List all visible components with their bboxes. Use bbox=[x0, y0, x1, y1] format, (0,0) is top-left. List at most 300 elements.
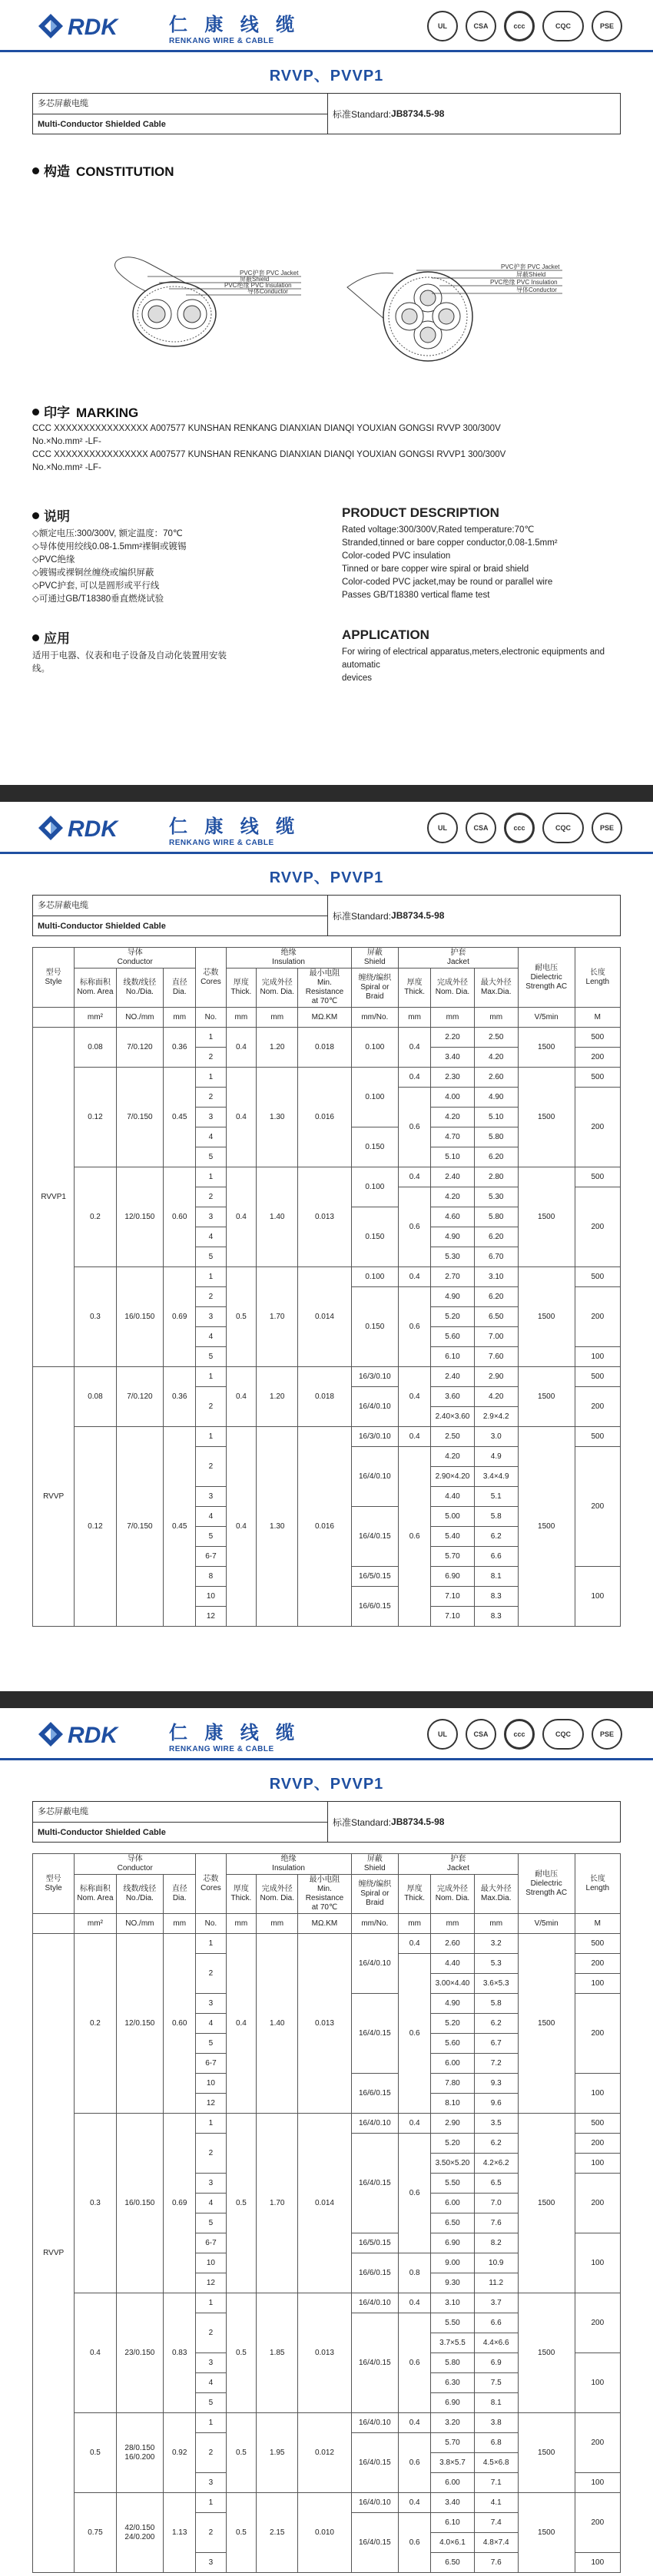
table-cell: 6.8 bbox=[474, 2433, 518, 2453]
unit-cell: mm bbox=[431, 1008, 475, 1028]
svg-text:RDK: RDK bbox=[68, 15, 118, 40]
unit-cell: mm bbox=[226, 1008, 256, 1028]
standard-value: JB8734.5-98 bbox=[391, 910, 445, 921]
unit-cell bbox=[33, 1914, 75, 1934]
table-cell: 0.5 bbox=[75, 2413, 116, 2493]
table-cell: 1 bbox=[196, 2493, 226, 2513]
table-cell: 200 bbox=[575, 1287, 620, 1347]
standard-label: 标准Standard: bbox=[333, 910, 392, 922]
table-cell: 3 bbox=[196, 1108, 226, 1127]
table-cell: 5.60 bbox=[431, 2034, 475, 2054]
table-cell: 500 bbox=[575, 1267, 620, 1287]
table-cell: 5.70 bbox=[431, 1547, 475, 1567]
table-cell: 1500 bbox=[518, 1167, 575, 1267]
table-cell: 1 bbox=[196, 1167, 226, 1187]
table-row bbox=[33, 2293, 621, 2313]
table-cell: 0.6 bbox=[399, 1447, 431, 1627]
table-cell: 0.3 bbox=[75, 2114, 116, 2293]
table-cell: 5 bbox=[196, 1347, 226, 1367]
table-cell: 500 bbox=[575, 1367, 620, 1387]
desc-cn-line: ◇PVC绝缘 bbox=[32, 555, 75, 565]
table-cell: 3.00×4.40 bbox=[431, 1974, 475, 1994]
col-cores: 芯数 Cores bbox=[196, 948, 226, 1008]
table-cell: 4 bbox=[196, 1327, 226, 1347]
marking-title-en: MARKING bbox=[76, 406, 139, 420]
table-cell: 6.10 bbox=[431, 2513, 475, 2533]
table-cell: 6.50 bbox=[474, 1307, 518, 1327]
table-cell: 2.20 bbox=[431, 1028, 475, 1048]
table-cell: 3 bbox=[196, 2553, 226, 2573]
table-cell: 0.4 bbox=[399, 2114, 431, 2134]
cqc-mark-icon: CQC bbox=[542, 813, 584, 843]
table-cell: 5.8 bbox=[474, 1994, 518, 2014]
table-cell: 7.4 bbox=[474, 2513, 518, 2533]
bullet-icon bbox=[32, 409, 39, 416]
table-cell: 7.60 bbox=[474, 1347, 518, 1367]
col-shield: 屏蔽 Shield bbox=[351, 1854, 399, 1875]
marking-line-2b: No.×No.mm² -LF- bbox=[32, 463, 101, 472]
application-en bbox=[342, 627, 621, 685]
table-cell: 1.20 bbox=[257, 1028, 298, 1068]
table-cell: 500 bbox=[575, 1427, 620, 1447]
col-shield: 屏蔽 Shield bbox=[351, 948, 399, 968]
col-jac-thick: 厚度 Thick. bbox=[399, 968, 431, 1008]
brand bbox=[169, 9, 300, 45]
table-cell: 2 bbox=[196, 1447, 226, 1487]
table-cell: 0.4 bbox=[399, 1934, 431, 1954]
table-cell: 16/6/0.15 bbox=[351, 1587, 399, 1627]
table-cell: 6.10 bbox=[431, 1347, 475, 1367]
table-cell: 0.60 bbox=[164, 1934, 196, 2114]
table-cell: 0.4 bbox=[226, 1427, 256, 1627]
unit-cell: No. bbox=[196, 1914, 226, 1934]
table-cell: 6-7 bbox=[196, 2233, 226, 2253]
table-cell: 0.36 bbox=[164, 1367, 196, 1427]
table-cell: 4 bbox=[196, 1127, 226, 1147]
table-cell: 200 bbox=[575, 1088, 620, 1167]
table-cell: 5 bbox=[196, 1527, 226, 1547]
en-product-name: Multi-Conductor Shielded Cable bbox=[38, 120, 166, 129]
table-cell: 6.00 bbox=[431, 2194, 475, 2213]
table-cell: 100 bbox=[575, 2353, 620, 2413]
bullet-icon bbox=[32, 634, 39, 641]
ccc-mark-icon: ccc bbox=[504, 813, 535, 843]
table-cell: 6-7 bbox=[196, 2054, 226, 2074]
table-cell: 1.95 bbox=[257, 2413, 298, 2493]
table-cell: 100 bbox=[575, 2553, 620, 2573]
table-cell: 0.4 bbox=[226, 1934, 256, 2114]
table-cell: 3 bbox=[196, 2353, 226, 2373]
table-cell: 0.92 bbox=[164, 2413, 196, 2493]
table-cell: 9.00 bbox=[431, 2253, 475, 2273]
table-cell: 200 bbox=[575, 1048, 620, 1068]
table-cell: 0.016 bbox=[298, 1068, 351, 1167]
table-cell: 10 bbox=[196, 2253, 226, 2273]
info-box bbox=[32, 1801, 621, 1843]
table-cell: 4.20 bbox=[474, 1387, 518, 1407]
table-cell: 2.90 bbox=[474, 1367, 518, 1387]
construction-diagram bbox=[32, 180, 621, 387]
table-cell: 6.2 bbox=[474, 2014, 518, 2034]
table-cell: 5.80 bbox=[431, 2353, 475, 2373]
brand-cn: 仁 康 线 缆 bbox=[169, 1721, 300, 1743]
table-cell: 5 bbox=[196, 1147, 226, 1167]
spec-table-2 bbox=[32, 1853, 621, 2573]
table-cell: 3.40 bbox=[431, 2493, 475, 2513]
app-en-line: devices bbox=[342, 674, 372, 683]
table-cell: 1500 bbox=[518, 1427, 575, 1627]
table-cell: 5 bbox=[196, 2393, 226, 2413]
table-cell: 4.20 bbox=[431, 1187, 475, 1207]
table-cell: 8 bbox=[196, 1567, 226, 1587]
table-cell: 7.6 bbox=[474, 2553, 518, 2573]
table-row bbox=[33, 1068, 621, 1088]
col-insulation: 绝缘 Insulation bbox=[226, 1854, 351, 1875]
cn-product-name: 多芯屏蔽电缆 bbox=[33, 94, 327, 114]
table-cell: 200 bbox=[575, 1187, 620, 1267]
table-cell: 6.5 bbox=[474, 2174, 518, 2194]
table-cell: 1 bbox=[196, 1934, 226, 1954]
table-cell: 500 bbox=[575, 2114, 620, 2134]
table-cell: 0.4 bbox=[226, 1367, 256, 1427]
table-cell: 16/4/0.15 bbox=[351, 1994, 399, 2074]
unit-cell: M bbox=[575, 1914, 620, 1934]
rdk-logo bbox=[35, 9, 166, 43]
table-cell: 200 bbox=[575, 1994, 620, 2074]
table-cell: 3.7×5.5 bbox=[431, 2333, 475, 2353]
marking-line-2: CCC XXXXXXXXXXXXXXXX A007577 KUNSHAN RENKANG DIANXIAN DIANQI YOUXIAN GONGSI RVVP1 300/300V bbox=[32, 450, 506, 459]
desc-en-line: Passes GB/T18380 vertical flame test bbox=[342, 591, 490, 600]
table-cell: 16/4/0.15 bbox=[351, 1507, 399, 1567]
table-cell: 0.6 bbox=[399, 1287, 431, 1367]
marking-heading bbox=[32, 402, 621, 421]
table-cell: 100 bbox=[575, 2473, 620, 2493]
table-cell: 1500 bbox=[518, 1028, 575, 1068]
desc-cn-line: ◇可通过GB/T18380垂直燃烧试验 bbox=[32, 594, 164, 604]
table-cell: 2.50 bbox=[431, 1427, 475, 1447]
table-cell: 0.12 bbox=[75, 1427, 116, 1627]
table-cell: 0.150 bbox=[351, 1127, 399, 1167]
table-cell: 0.016 bbox=[298, 1427, 351, 1627]
table-cell: 16/4/0.15 bbox=[351, 2433, 399, 2493]
table-cell: 200 bbox=[575, 1387, 620, 1427]
table-cell: 0.8 bbox=[399, 2253, 431, 2293]
ccc-mark-icon: ccc bbox=[504, 11, 535, 41]
en-product-name: Multi-Conductor Shielded Cable bbox=[38, 922, 166, 931]
brand-en: RENKANG WIRE & CABLE bbox=[169, 839, 274, 847]
header bbox=[0, 802, 653, 854]
table-cell: 3 bbox=[196, 2174, 226, 2194]
brand-cn: 仁 康 线 缆 bbox=[169, 13, 300, 35]
table-cell: 5 bbox=[196, 1247, 226, 1267]
table-cell: 2 bbox=[196, 1287, 226, 1307]
table-cell: 200 bbox=[575, 2293, 620, 2353]
svg-text:RDK: RDK bbox=[68, 1723, 118, 1748]
table-cell: 16/4/0.10 bbox=[351, 1387, 399, 1427]
unit-cell: MΩ.KM bbox=[298, 1914, 351, 1934]
table-cell: 1500 bbox=[518, 1934, 575, 2114]
table-cell: 0.4 bbox=[399, 1427, 431, 1447]
table-cell: 3.5 bbox=[474, 2114, 518, 2134]
table-cell: 16/6/0.15 bbox=[351, 2074, 399, 2114]
right-label-insulation: PVC绝缘 PVC Insulation bbox=[490, 279, 558, 286]
table-cell: 5.00 bbox=[431, 1507, 475, 1527]
table-cell: 4 bbox=[196, 2194, 226, 2213]
brand-cn: 仁 康 线 缆 bbox=[169, 815, 300, 837]
table-cell: 2 bbox=[196, 2134, 226, 2174]
rdk-logo bbox=[35, 811, 166, 845]
table-cell: 6.70 bbox=[474, 1247, 518, 1267]
table-cell: 1 bbox=[196, 1267, 226, 1287]
table-cell: 0.4 bbox=[399, 1367, 431, 1427]
cert-marks bbox=[427, 1719, 622, 1750]
standard-value: JB8734.5-98 bbox=[391, 108, 445, 119]
table-cell: 5.8 bbox=[474, 1507, 518, 1527]
table-cell: 3 bbox=[196, 2473, 226, 2493]
table-cell: 6.90 bbox=[431, 1567, 475, 1587]
table-cell: 0.4 bbox=[75, 2293, 116, 2413]
col-ins-thick: 厚度 Thick. bbox=[226, 1875, 256, 1914]
unit-cell: NO./mm bbox=[116, 1914, 164, 1934]
description-title-en: PRODUCT DESCRIPTION bbox=[342, 505, 499, 520]
rdk-logo bbox=[35, 1717, 166, 1751]
table-cell: 4.90 bbox=[431, 1227, 475, 1247]
table-cell: 0.100 bbox=[351, 1068, 399, 1127]
header bbox=[0, 0, 653, 52]
table-cell: 10.9 bbox=[474, 2253, 518, 2273]
table-cell: 3.6×5.3 bbox=[474, 1974, 518, 1994]
table-cell: 0.4 bbox=[399, 1267, 431, 1287]
marking-line-1b: No.×No.mm² -LF- bbox=[32, 437, 101, 446]
table-cell: 4.2×6.2 bbox=[474, 2154, 518, 2174]
table-cell: 16/0.150 bbox=[116, 2114, 164, 2293]
table-cell: 0.013 bbox=[298, 1934, 351, 2114]
marking-title-cn: 印字 bbox=[44, 406, 70, 420]
table-cell: 3.4×4.9 bbox=[474, 1467, 518, 1487]
table-cell: 1 bbox=[196, 1068, 226, 1088]
ccc-mark-icon: ccc bbox=[504, 1719, 535, 1750]
table-cell: 28/0.150 16/0.200 bbox=[116, 2413, 164, 2493]
table-cell: 5.80 bbox=[474, 1207, 518, 1227]
right-label-conductor: 导体Conductor bbox=[516, 286, 557, 293]
table-cell: 0.013 bbox=[298, 2293, 351, 2413]
table-cell: 100 bbox=[575, 1974, 620, 1994]
table-cell: 0.6 bbox=[399, 2433, 431, 2493]
table-cell: 16/4/0.10 bbox=[351, 2293, 399, 2313]
table-cell: 4.90 bbox=[474, 1088, 518, 1108]
description-en bbox=[342, 505, 621, 606]
table-cell: 8.10 bbox=[431, 2094, 475, 2114]
table-cell: 4.20 bbox=[474, 1048, 518, 1068]
table-cell: 4.40 bbox=[431, 1954, 475, 1974]
table-cell: 2 bbox=[196, 1088, 226, 1108]
table-cell: 0.4 bbox=[226, 1167, 256, 1267]
table-cell: 1 bbox=[196, 1028, 226, 1048]
col-shield-sub: 缠绕/编织 Spiral or Braid bbox=[351, 968, 399, 1008]
brand bbox=[169, 1717, 300, 1753]
unit-cell: M bbox=[575, 1008, 620, 1028]
table-cell: 2.40 bbox=[431, 1367, 475, 1387]
spec-page-2 bbox=[0, 1708, 653, 2576]
col-jac-thick: 厚度 Thick. bbox=[399, 1875, 431, 1914]
ul-mark-icon: UL bbox=[427, 1719, 458, 1750]
table-cell: 1 bbox=[196, 2114, 226, 2134]
info-box bbox=[32, 93, 621, 134]
col-jac-nom-dia: 完成外径 Nom. Dia. bbox=[431, 1875, 475, 1914]
col-max-dia: 最大外径 Max.Dia. bbox=[474, 968, 518, 1008]
table-cell: 4.4×6.6 bbox=[474, 2333, 518, 2353]
table-cell: 0.5 bbox=[226, 2114, 256, 2293]
table-cell: 100 bbox=[575, 2154, 620, 2174]
unit-cell: mm² bbox=[75, 1914, 116, 1934]
table-cell: 5.50 bbox=[431, 2174, 475, 2194]
standard bbox=[328, 896, 620, 935]
table-cell: 1.30 bbox=[257, 1427, 298, 1627]
table-cell: 1500 bbox=[518, 2114, 575, 2293]
table-cell: 2.80 bbox=[474, 1167, 518, 1187]
table-cell: 1.40 bbox=[257, 1167, 298, 1267]
table-cell: 2 bbox=[196, 2433, 226, 2473]
table-cell: 0.75 bbox=[75, 2493, 116, 2573]
application-title-en: APPLICATION bbox=[342, 627, 429, 642]
app-cn-line: 适用于电器、仪表和电子设备及自动化装置用安装 bbox=[32, 651, 227, 661]
table-cell: 7.00 bbox=[474, 1327, 518, 1347]
col-dielectric: 耐电压 Dielectric Strength AC bbox=[518, 948, 575, 1008]
unit-cell: No. bbox=[196, 1008, 226, 1028]
table-cell: 9.30 bbox=[431, 2273, 475, 2293]
marking-text bbox=[32, 422, 621, 475]
table-cell: 3.50×5.20 bbox=[431, 2154, 475, 2174]
table-cell: 6.20 bbox=[474, 1147, 518, 1167]
table-cell: 6.9 bbox=[474, 2353, 518, 2373]
unit-cell: mm bbox=[474, 1008, 518, 1028]
col-conductor: 导体 Conductor bbox=[75, 948, 196, 968]
table-cell: 4.0×6.1 bbox=[431, 2533, 475, 2553]
desc-en-line: Rated voltage:300/300V,Rated temperature:70℃ bbox=[342, 525, 535, 535]
unit-cell: mm/No. bbox=[351, 1914, 399, 1934]
table-cell: 1.70 bbox=[257, 2114, 298, 2293]
table-cell: 0.6 bbox=[399, 2134, 431, 2253]
brand-en: RENKANG WIRE & CABLE bbox=[169, 1745, 274, 1753]
table-cell: 0.013 bbox=[298, 1167, 351, 1267]
unit-cell: mm bbox=[399, 1914, 431, 1934]
col-jac-nom-dia: 完成外径 Nom. Dia. bbox=[431, 968, 475, 1008]
table-cell: 6.20 bbox=[474, 1227, 518, 1247]
table-cell: 2 bbox=[196, 1187, 226, 1207]
table-cell: 200 bbox=[575, 1447, 620, 1567]
table-cell: 0.4 bbox=[226, 1028, 256, 1068]
table-cell: 0.69 bbox=[164, 2114, 196, 2293]
table-row bbox=[33, 1267, 621, 1287]
table-cell: 2.15 bbox=[257, 2493, 298, 2573]
table-row bbox=[33, 2493, 621, 2513]
table-cell: 3.0 bbox=[474, 1427, 518, 1447]
table-cell: 1.40 bbox=[257, 1934, 298, 2114]
table-cell: 0.6 bbox=[399, 1187, 431, 1267]
table-cell: 1500 bbox=[518, 1068, 575, 1167]
table-cell: 7/0.120 bbox=[116, 1367, 164, 1427]
table-cell: 6.50 bbox=[431, 2213, 475, 2233]
unit-cell: NO./mm bbox=[116, 1008, 164, 1028]
table-cell: 3.8×5.7 bbox=[431, 2453, 475, 2473]
table-cell: 7.1 bbox=[474, 2473, 518, 2493]
ul-mark-icon: UL bbox=[427, 11, 458, 41]
table-cell: 2.60 bbox=[431, 1934, 475, 1954]
table-cell: 3.8 bbox=[474, 2413, 518, 2433]
table-cell: 0.018 bbox=[298, 1028, 351, 1068]
table-cell: 2.9×4.2 bbox=[474, 1407, 518, 1427]
col-jacket: 护套 Jacket bbox=[399, 948, 518, 968]
table-cell: 0.08 bbox=[75, 1028, 116, 1068]
table-cell: 0.5 bbox=[226, 2413, 256, 2493]
table-cell: 4 bbox=[196, 2373, 226, 2393]
col-ins-nom-dia: 完成外径 Nom. Dia. bbox=[257, 1875, 298, 1914]
table-cell: 6.00 bbox=[431, 2054, 475, 2074]
table-cell: 3.7 bbox=[474, 2293, 518, 2313]
table-cell: 1 bbox=[196, 2293, 226, 2313]
table-cell: 6.2 bbox=[474, 1527, 518, 1547]
pse-mark-icon: PSE bbox=[592, 1719, 622, 1750]
col-style: 型号 Style bbox=[33, 1854, 75, 1914]
cert-marks bbox=[427, 11, 622, 41]
table-cell: 0.83 bbox=[164, 2293, 196, 2413]
table-cell: 0.012 bbox=[298, 2413, 351, 2493]
table-cell: 1500 bbox=[518, 2493, 575, 2573]
table-cell: 16/0.150 bbox=[116, 1267, 164, 1367]
table-cell: 8.3 bbox=[474, 1587, 518, 1607]
table-cell: 0.6 bbox=[399, 1954, 431, 2114]
table-cell: 0.150 bbox=[351, 1207, 399, 1267]
desc-en-line: Color-coded PVC jacket,may be round or parallel wire bbox=[342, 578, 553, 587]
table-cell: 500 bbox=[575, 1028, 620, 1048]
table-row bbox=[33, 1167, 621, 1187]
table-cell: 4.90 bbox=[431, 1287, 475, 1307]
table-cell: 1.13 bbox=[164, 2493, 196, 2573]
table-cell: 16/4/0.15 bbox=[351, 2313, 399, 2413]
table-cell: 0.45 bbox=[164, 1427, 196, 1627]
csa-mark-icon: CSA bbox=[466, 1719, 496, 1750]
col-min-res: 最小电阻 Min. Resistance at 70℃ bbox=[298, 968, 351, 1008]
col-insulation: 绝缘 Insulation bbox=[226, 948, 351, 968]
unit-cell: mm/No. bbox=[351, 1008, 399, 1028]
desc-cn-line: ◇PVC护套, 可以是圆形或平行线 bbox=[32, 581, 160, 591]
table-cell: 9.3 bbox=[474, 2074, 518, 2094]
table-cell: 6.90 bbox=[431, 2393, 475, 2413]
table-cell: 9.6 bbox=[474, 2094, 518, 2114]
unit-cell: mm² bbox=[75, 1008, 116, 1028]
desc-en-line: Stranded,tinned or bare copper conductor,0.08-1.5mm² bbox=[342, 538, 558, 548]
desc-en-line: Color-coded PVC insulation bbox=[342, 551, 451, 561]
table-cell: 16/4/0.10 bbox=[351, 2413, 399, 2433]
col-ins-nom-dia: 完成外径 Nom. Dia. bbox=[257, 968, 298, 1008]
left-label-insulation: PVC绝缘 PVC Insulation bbox=[224, 282, 292, 289]
col-ins-thick: 厚度 Thick. bbox=[226, 968, 256, 1008]
page-separator bbox=[0, 785, 653, 802]
table-cell: 16/6/0.15 bbox=[351, 2253, 399, 2293]
csa-mark-icon: CSA bbox=[466, 11, 496, 41]
table-cell: 6.2 bbox=[474, 2134, 518, 2154]
unit-cell: V/5min bbox=[518, 1914, 575, 1934]
table-cell: 1500 bbox=[518, 1367, 575, 1427]
table-cell: 16/5/0.15 bbox=[351, 2233, 399, 2253]
unit-cell: mm bbox=[164, 1914, 196, 1934]
svg-text:RDK: RDK bbox=[68, 816, 118, 842]
table-cell: 16/4/0.10 bbox=[351, 1934, 399, 1994]
app-en-line: For wiring of electrical apparatus,meters,electronic equipments and automatic bbox=[342, 647, 605, 670]
table-cell: 7/0.120 bbox=[116, 1028, 164, 1068]
table-cell: 7.2 bbox=[474, 2054, 518, 2074]
col-shield-sub: 缠绕/编织 Spiral or Braid bbox=[351, 1875, 399, 1914]
